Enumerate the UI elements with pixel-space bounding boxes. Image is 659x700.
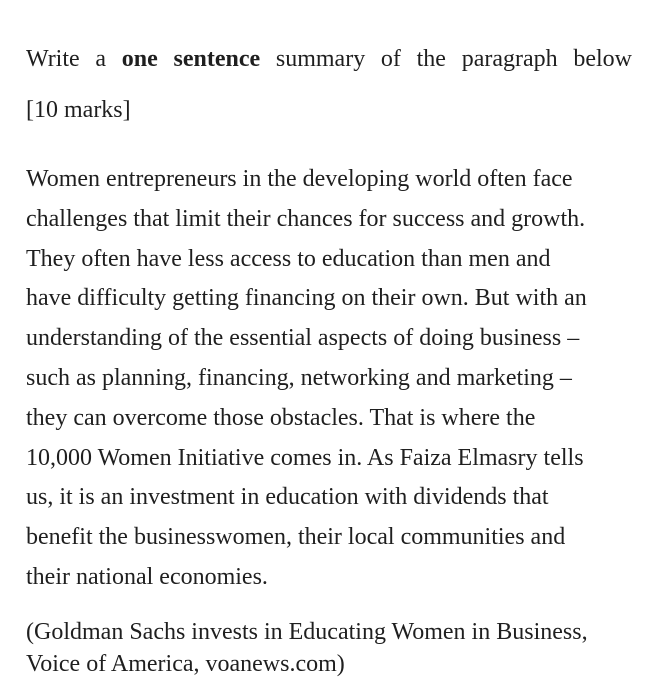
instruction-prefix: Write a	[26, 46, 122, 72]
passage-line: challenges that limit their chances for success and growth.	[26, 205, 586, 232]
question-instruction	[26, 40, 632, 78]
source-citation	[26, 616, 636, 680]
citation-line: Voice of America, voanews.com)	[26, 651, 345, 677]
passage-line: 10,000 Women Initiative comes in. As Faiza Elmasry tells	[26, 444, 584, 471]
passage-line: have difficulty getting financing on their own. But with an	[26, 285, 587, 312]
passage-line: they can overcome those obstacles. That is where the	[26, 404, 536, 431]
passage-line: understanding of the essential aspects of doing business –	[26, 325, 580, 352]
instruction-emphasis: one sentence	[121, 46, 261, 72]
marks-label: [10 marks]	[26, 97, 131, 123]
citation-line: (Goldman Sachs invests in Educating Women in Business,	[26, 619, 588, 645]
passage-line: Women entrepreneurs in the developing world often face	[26, 166, 573, 192]
passage-paragraph	[26, 160, 636, 598]
passage-line: benefit the businesswomen, their local communities and	[26, 524, 566, 551]
passage-line: They often have less access to education than men and	[26, 245, 551, 272]
passage-line: their national economies.	[26, 563, 268, 590]
passage-line: such as planning, financing, networking and marketing –	[26, 364, 572, 391]
passage-line: us, it is an investment in education with dividends that	[26, 484, 549, 511]
instruction-suffix: summary of the paragraph below	[260, 46, 633, 72]
